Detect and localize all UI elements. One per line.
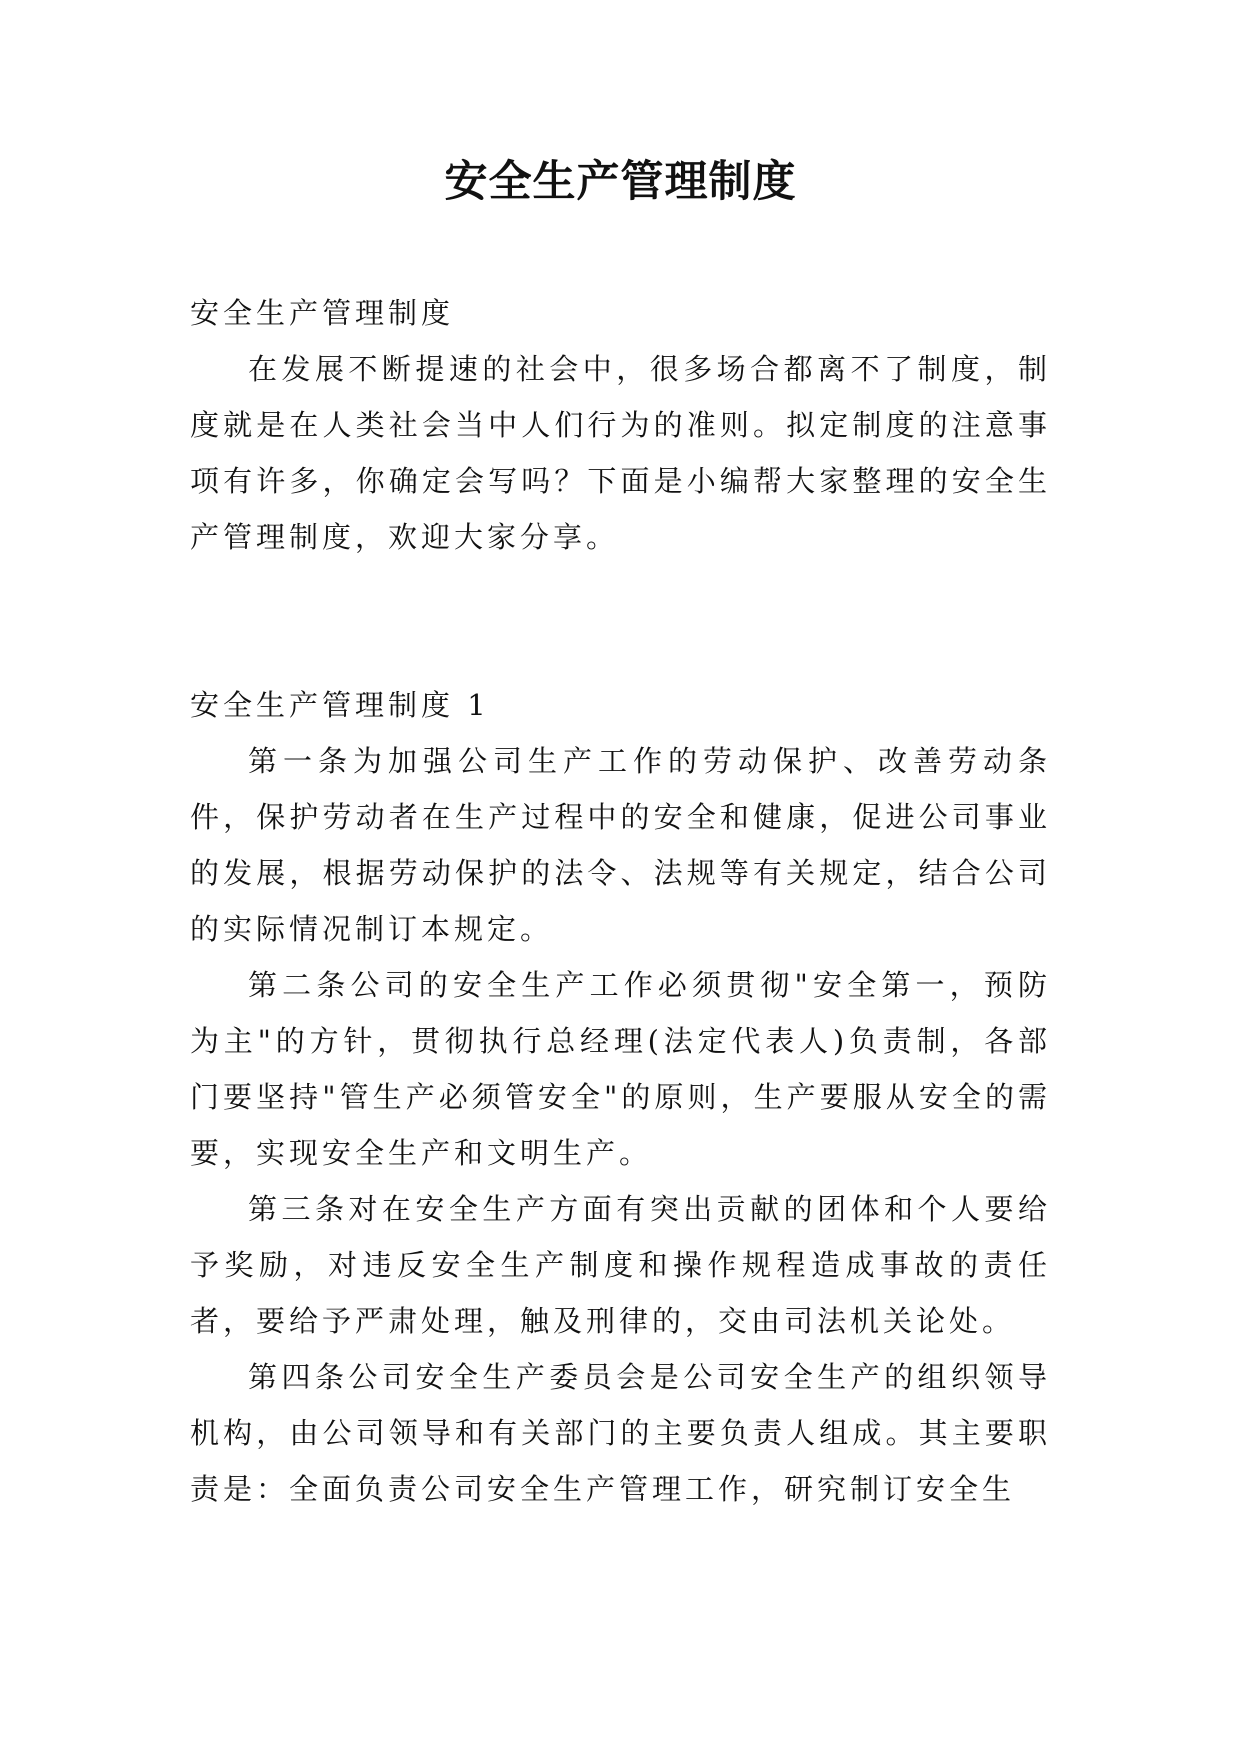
article-paragraph: 第一条为加强公司生产工作的劳动保护、改善劳动条件，保护劳动者在生产过程中的安全和健康，促进公司事业的发展，根据劳动保护的法令、法规等有关规定，结合公司的实际情况制订本规定。 bbox=[190, 744, 1051, 946]
document-body bbox=[190, 285, 1051, 1517]
intro-paragraph: 在发展不断提速的社会中，很多场合都离不了制度，制度就是在人类社会当中人们行为的准则。拟定制度的注意事项有许多，你确定会写吗？下面是小编帮大家整理的安全生产管理制度，欢迎大家分享。 bbox=[190, 352, 1051, 554]
section-heading: 安全生产管理制度 1 bbox=[190, 688, 490, 722]
intro-heading: 安全生产管理制度 bbox=[190, 296, 455, 330]
article-paragraph: 第四条公司安全生产委员会是公司安全生产的组织领导机构，由公司领导和有关部门的主要负责人组成。其主要职责是：全面负责公司安全生产管理工作，研究制订安全生 bbox=[190, 1360, 1051, 1506]
section-spacer bbox=[190, 565, 1051, 677]
article-paragraph: 第三条对在安全生产方面有突出贡献的团体和个人要给予奖励，对违反安全生产制度和操作规程造成事故的责任者，要给予严肃处理，触及刑律的，交由司法机关论处。 bbox=[190, 1192, 1051, 1338]
document-title: 安全生产管理制度 bbox=[444, 157, 797, 207]
article-paragraph: 第二条公司的安全生产工作必须贯彻"安全第一，预防为主"的方针，贯彻执行总经理(法定代表人)负责制，各部门要坚持"管生产必须管安全"的原则，生产要服从安全的需要，实现安全生产和文明生产。 bbox=[190, 968, 1051, 1170]
